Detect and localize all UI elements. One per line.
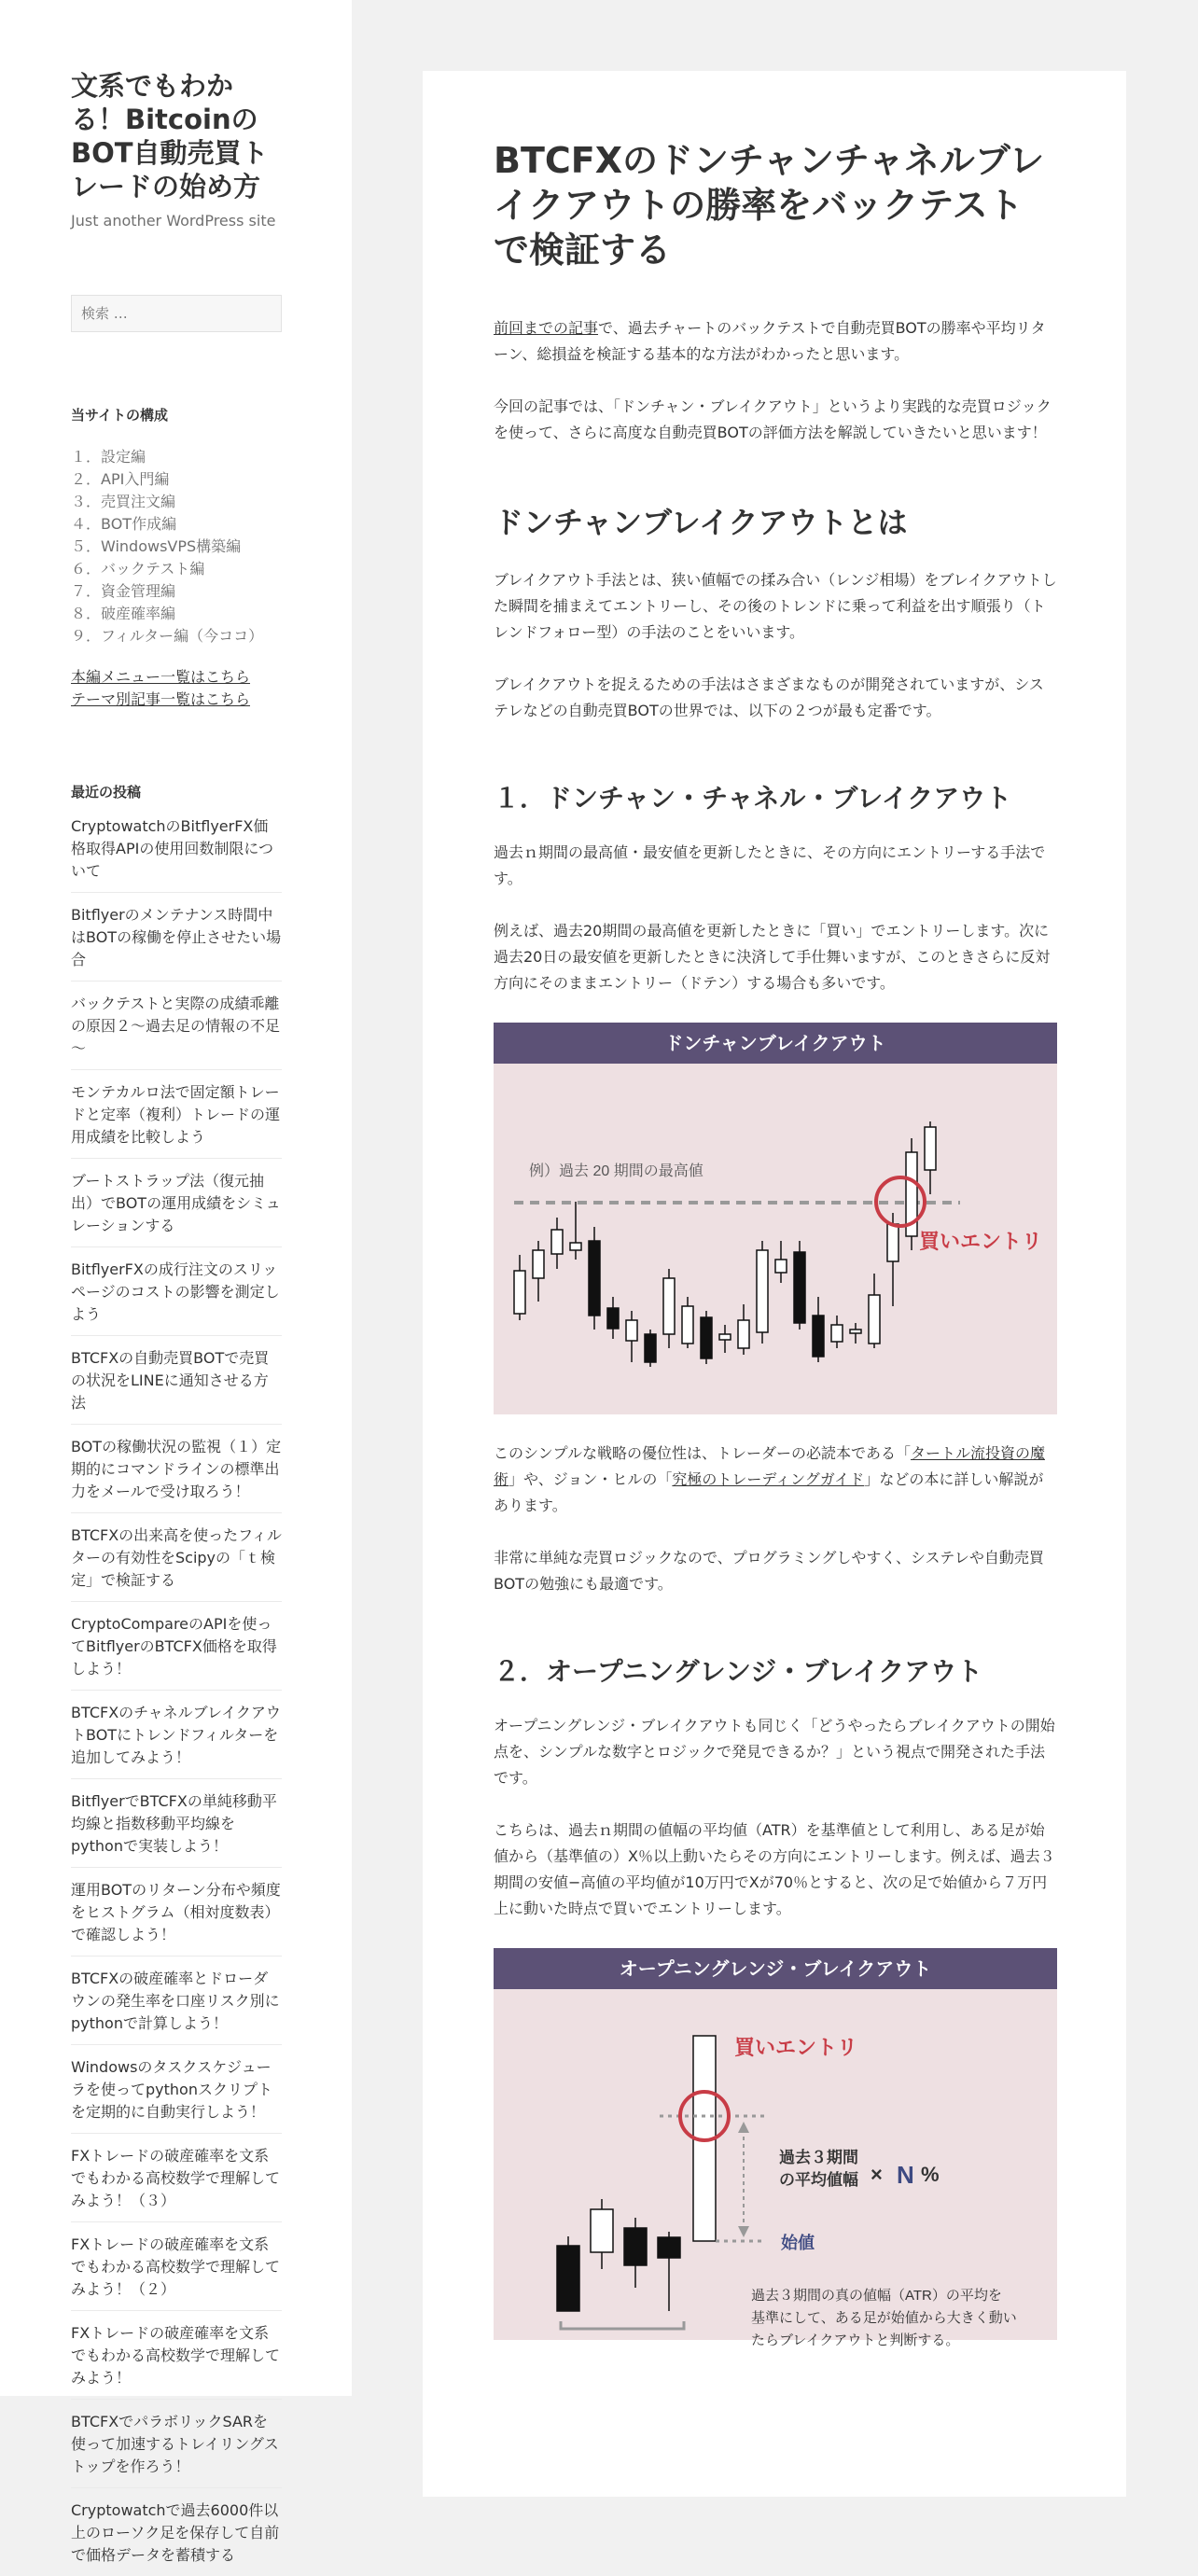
open-price-label: 始値 — [781, 2234, 815, 2252]
recent-post-link[interactable]: BitflyerFXの成行注文のスリッページのコストの影響を測定しよう — [71, 1260, 280, 1323]
candle-body — [663, 1278, 675, 1334]
paragraph — [494, 315, 1057, 368]
avg-range-label-line1: 過去３期間 — [779, 2149, 858, 2166]
menu-item-link[interactable]: ５．WindowsVPS構築編 — [71, 537, 242, 555]
menu-item — [71, 580, 282, 603]
trading-guide-link[interactable]: 究極のトレーディングガイド — [672, 1470, 865, 1488]
figure-note-line2: 基準にして、ある足が始値から大きく動い — [751, 2310, 1017, 2326]
section-heading-breakout: ドンチャンブレイクアウトとは — [494, 505, 908, 540]
menu-item-link[interactable]: ６．バックテスト編 — [71, 560, 205, 578]
candle-body — [624, 2228, 647, 2265]
list-item — [71, 1778, 282, 1867]
donchian-chart — [494, 1064, 1057, 1414]
buy-entry-label: 買いエントリ — [919, 1230, 1043, 1253]
candle-body — [626, 1320, 637, 1341]
paragraph-text: 」などの本に詳しい解説があります。 — [494, 1470, 1044, 1514]
menu-item-link[interactable]: ８．破産確率編 — [71, 605, 176, 622]
list-item — [71, 2221, 282, 2310]
article — [423, 71, 1126, 2497]
opening-range-figure — [494, 1948, 1057, 2348]
list-item — [71, 1867, 282, 1956]
recent-posts-title: 最近の投稿 — [71, 784, 142, 801]
structure-widget — [71, 405, 282, 711]
recent-post-link[interactable]: CryptoCompareのAPIを使ってBitflyerのBTCFX価格を取得しよう！ — [71, 1615, 277, 1678]
list-item — [71, 981, 282, 1069]
menu-item-link[interactable]: １．設定編 — [71, 448, 146, 466]
list-item — [71, 892, 282, 981]
turtle-book-link[interactable]: タートル流投資の魔術 — [494, 1444, 1045, 1488]
paragraph-text: このシンプルな戦略の優位性は、トレーダーの必読本である「 — [494, 1444, 911, 1462]
candle-body — [533, 1250, 544, 1278]
figure-title: ドンチャンブレイクアウト — [494, 1023, 1057, 1064]
recent-post-link[interactable]: FXトレードの破産確率を文系でもわかる高校数学で理解してみよう！ — [71, 2324, 281, 2387]
menu-item — [71, 446, 282, 468]
article-title: BTCFXのドンチャンチャネルブレイクアウトの勝率をバックテストで検証する — [494, 140, 1045, 271]
candle-body — [925, 1127, 936, 1170]
list-item — [71, 1335, 282, 1424]
menu-item — [71, 558, 282, 580]
buy-entry-label: 買いエントリ — [734, 2036, 858, 2059]
paragraph: 例えば、過去20期間の最高値を更新したときに「買い」でエントリーします。次に過去20日の最安値を更新したときに決済して手仕舞いますが、このときさらに反対方向にそのままエントリー（ドテン）する場合も多いです。 — [494, 922, 1051, 992]
recent-post-link[interactable]: Cryptowatchで過去6000件以上のローソク足を保存して自前で価格データを蓄積する — [71, 2501, 280, 2564]
figure-note-line3: たらブレイクアウトと判断する。 — [751, 2332, 960, 2348]
list-item — [71, 1069, 282, 1158]
period-bracket — [561, 2321, 684, 2329]
candle-body — [682, 1306, 693, 1344]
paragraph: オープニングレンジ・ブレイクアウトも同じく「どうやったらブレイクアウトの開始点を、シンプルな数字とロジックで発見できるか？」という視点で開発された手法です。 — [494, 1717, 1055, 1787]
candle-body — [719, 1334, 731, 1340]
times-sign: × — [871, 2163, 883, 2186]
paragraph: 過去ｎ期間の最高値・最安値を更新したときに、その方向にエントリーする手法です。 — [494, 843, 1046, 887]
list-item — [71, 1956, 282, 2044]
recent-post-link[interactable]: Windowsのタスクスケジューラを使ってpythonスクリプトを定期的に自動実行しよう！ — [71, 2058, 272, 2121]
structure-menu — [71, 446, 282, 647]
recent-posts-widget — [71, 782, 282, 2576]
candles — [557, 2036, 716, 2311]
candle-body — [869, 1295, 880, 1344]
percent-label: % — [921, 2163, 940, 2186]
list-item — [71, 2044, 282, 2133]
candle-body — [570, 1243, 581, 1250]
list-item — [71, 1601, 282, 1690]
candle-body — [794, 1252, 805, 1323]
main-menu-link[interactable]: 本編メニュー一覧はこちら — [71, 668, 251, 686]
candle-body — [887, 1224, 898, 1261]
range-arrow-head-up — [738, 2122, 749, 2133]
menu-item-link[interactable]: ２．API入門編 — [71, 470, 170, 488]
list-item — [71, 1424, 282, 1512]
donchian-breakout-figure — [494, 1023, 1057, 1414]
paragraph: ブレイクアウト手法とは、狭い値幅での揉み合い（レンジ相場）をブレイクアウトした瞬間を捕まえてエントリーし、その後のトレンドに乗って利益を出す順張り（トレンドフォロー型）の手法のことをいいます。 — [494, 571, 1057, 641]
recent-post-link[interactable]: BitflyerでBTCFXの単純移動平均線と指数移動平均線をpythonで実装しよう！ — [71, 1792, 277, 1855]
candle-body — [757, 1250, 768, 1332]
recent-post-link[interactable]: BTCFXでパラボリックSARを使って加速するトレイリングストップを作ろう！ — [71, 2413, 279, 2475]
menu-item-link[interactable]: ４．BOT作成編 — [71, 515, 177, 533]
recent-post-link[interactable]: Bitflyerのメンテナンス時間中はBOTの稼働を停止させたい場合 — [71, 906, 282, 968]
menu-item — [71, 603, 282, 625]
highest-level-label: 例）過去 20 期間の最高値 — [529, 1163, 703, 1179]
figure-note-line1: 過去３期間の真の値幅（ATR）の平均を — [751, 2288, 1002, 2304]
paragraph-text: で、過去チャートのバックテストで自動売買BOTの勝率や平均リターン、総損益を検証する基本的な方法がわかったと思います。 — [494, 319, 1046, 363]
candle-body — [551, 1230, 563, 1254]
entry-content — [494, 315, 1057, 2348]
list-item — [71, 2133, 282, 2221]
sidebar — [0, 0, 352, 2564]
menu-item — [71, 513, 282, 536]
recent-post-link[interactable]: 運用BOTのリターン分布や頻度をヒストグラム（相対度数表）で確認しよう！ — [71, 1881, 281, 1943]
recent-post-link[interactable]: BTCFXの破産確率とドローダウンの発生率を口座リスク別にpythonで計算しよう！ — [71, 1970, 280, 2032]
section-heading-donchian: １．ドンチャン・チャネル・ブレイクアウト — [494, 783, 1012, 814]
n-label: N — [897, 2161, 914, 2189]
candles — [514, 1121, 936, 1367]
paragraph: ブレイクアウトを捉えるための手法はさまざまなものが開発されていますが、システレなどの自動売買BOTの世界では、以下の２つが最も定番です。 — [494, 675, 1044, 719]
menu-item — [71, 625, 282, 647]
list-item — [71, 815, 282, 892]
recent-post-link[interactable]: BTCFXの出来高を使ったフィルターの有効性をScipyの「ｔ検定」で検証する — [71, 1526, 282, 1589]
site-description: Just another WordPress site — [71, 212, 276, 230]
section-heading-opening-range: ２．オープニングレンジ・ブレイクアウト — [494, 1656, 983, 1687]
candle-body — [658, 2237, 680, 2258]
range-arrow-head-down — [738, 2226, 749, 2237]
recent-post-link[interactable]: FXトレードの破産確率を文系でもわかる高校数学で理解してみよう！（３） — [71, 2147, 281, 2209]
list-item — [71, 2399, 282, 2487]
candle-body — [589, 1241, 600, 1316]
site-title[interactable]: 文系でもわかる！BitcoinのBOT自動売買トレードの始め方 — [71, 70, 269, 202]
candle-body — [607, 1308, 619, 1329]
list-item — [71, 1158, 282, 1246]
paragraph: 非常に単純な売買ロジックなので、プログラミングしやすく、システレや自動売買BOTの勉強にも最適です。 — [494, 1549, 1044, 1593]
paragraph: 今回の記事では、「ドンチャン・ブレイクアウト」というより実践的な売買ロジックを使って、さらに高度な自動売買BOTの評価方法を解説していきたいと思います！ — [494, 397, 1052, 441]
list-item — [71, 1512, 282, 1601]
menu-item — [71, 468, 282, 491]
recent-post-link[interactable]: BOTの稼働状況の監視（１）定期的にコマンドラインの標準出力をメールで受け取ろう！ — [71, 1438, 282, 1500]
candle-body — [831, 1325, 843, 1342]
list-item — [71, 2310, 282, 2399]
candle-body — [591, 2209, 613, 2252]
candle-body — [557, 2246, 579, 2311]
candle-body — [850, 1330, 861, 1333]
candle-body — [645, 1334, 656, 1362]
paragraph — [494, 1441, 1057, 1519]
recent-post-link[interactable]: CryptowatchのBitflyerFX価格取得APIの使用回数制限について — [71, 817, 273, 880]
sidebar-inner — [71, 69, 282, 2576]
candle-body — [813, 1316, 824, 1357]
previous-articles-link[interactable]: 前回までの記事 — [494, 319, 599, 337]
candle-body — [514, 1271, 525, 1314]
structure-widget-title: 当サイトの構成 — [71, 407, 168, 424]
paragraph: こちらは、過去ｎ期間の値幅の平均値（ATR）を基準値として利用し、ある足が始値から（基準値の）X％以上動いたらその方向にエントリーします。例えば、過去３期間の安値−高値の平均値が10万円でXが70％とすると、次の足で始値から７万円上に動いた時点で買いでエントリーします。 — [494, 1821, 1055, 1917]
list-item — [71, 2487, 282, 2576]
menu-item-link[interactable]: ９．フィルター編（今ココ） — [71, 627, 264, 645]
theme-articles-link[interactable]: テーマ別記事一覧はこちら — [71, 690, 251, 708]
recent-post-link[interactable]: FXトレードの破産確率を文系でもわかる高校数学で理解してみよう！（２） — [71, 2235, 281, 2298]
recent-post-link[interactable]: バックテストと実際の成績乖離の原因２～過去足の情報の不足～ — [71, 995, 281, 1057]
recent-post-link[interactable]: ブートストラップ法（復元抽出）でBOTの運用成績をシミュレーションする — [71, 1172, 281, 1234]
menu-item-link[interactable]: ３．売買注文編 — [71, 493, 176, 510]
recent-posts-list — [71, 815, 282, 2576]
candle-body — [701, 1317, 712, 1358]
article-inner — [494, 138, 1057, 2348]
candle-body — [738, 1320, 749, 1348]
opening-range-chart — [494, 1989, 1057, 2348]
list-item — [71, 1690, 282, 1778]
paragraph-text: 」や、ジョン・ヒルの「 — [508, 1470, 673, 1488]
figure-title: オープニングレンジ・ブレイクアウト — [494, 1948, 1057, 1989]
menu-item — [71, 491, 282, 513]
avg-range-label-line2: の平均値幅 — [779, 2171, 858, 2189]
recent-post-link[interactable]: モンテカルロ法で固定額トレードと定率（複利）トレードの運用成績を比較しよう — [71, 1083, 281, 1146]
menu-item-link[interactable]: ７．資金管理編 — [71, 582, 176, 600]
candle-body — [775, 1260, 787, 1273]
recent-post-link[interactable]: BTCFXの自動売買BOTで売買の状況をLINEに通知させる方法 — [71, 1349, 270, 1412]
search-input[interactable] — [71, 295, 282, 332]
recent-post-link[interactable]: BTCFXのチャネルブレイクアウトBOTにトレンドフィルターを追加してみよう！ — [71, 1704, 281, 1766]
list-item — [71, 1246, 282, 1335]
extra-links — [71, 666, 282, 711]
menu-item — [71, 536, 282, 558]
